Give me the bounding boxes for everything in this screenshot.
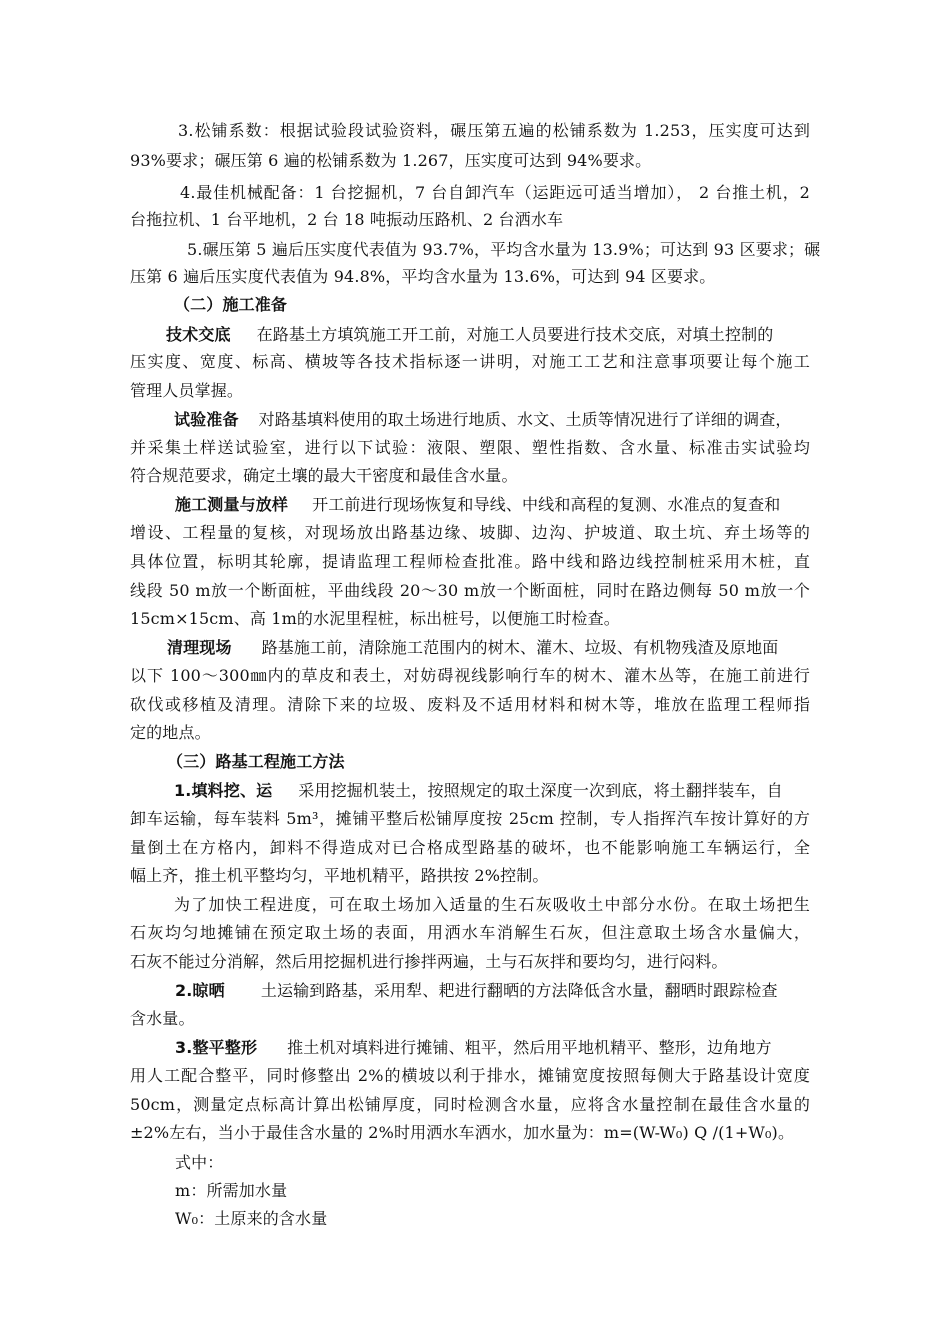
test-text-1: 对路基填料使用的取土场进行地质、水文、土质等情况进行了详细的调查， [258, 410, 792, 429]
section-3-heading: （三）路基工程施工方法 [167, 752, 345, 771]
clear-paragraph-line-1 [167, 638, 810, 658]
fill-paragraph-line-2: 卸车运输，每车装料 5m³，摊铺平整后松铺厚度按 25cm 控制，专人指挥汽车按计算好的方 [130, 809, 810, 828]
clear-title: 清理现场 [167, 638, 232, 657]
fill-paragraph-line-3: 量倒土在方格内，卸料不得造成对已合格成型路基的破坏，也不能影响施工车辆运行，全 [130, 838, 810, 857]
fill-title: 1.填料挖、运 [174, 781, 273, 800]
tech-paragraph-line-2: 压实度、宽度、标高、横坡等各技术指标逐一讲明，对施工工艺和注意事项要让每个施工 [130, 352, 810, 371]
item-5-line-1: 5.碾压第 5 遍后压实度代表值为 93.7%，平均含水量为 13.9%；可达到 93 区要求；碾 [187, 240, 821, 259]
survey-paragraph-line-2: 增设、工程量的复核，对现场放出路基边缘、坡脚、边沟、护坡道、取土坑、弃土场等的 [130, 523, 810, 542]
dry-paragraph-line-2: 含水量。 [130, 1009, 195, 1028]
item-4-line-1: 4.最佳机械配备：1 台挖掘机，7 台自卸汽车（运距远可适当增加）， 2 台推土机，2 [180, 183, 810, 202]
level-paragraph-line-3: 50cm，测量定点标高计算出松铺厚度，同时检测含水量，应将含水量控制在最佳含水量的 [130, 1095, 810, 1114]
level-title: 3.整平整形 [175, 1038, 258, 1057]
dry-text-1: 土运输到路基，采用犁、耙进行翻晒的方法降低含水量，翻晒时跟踪检查 [260, 981, 778, 1000]
test-paragraph-line-3: 符合规范要求，确定土壤的最大干密度和最佳含水量。 [130, 466, 518, 485]
formula-where: 式中： [175, 1153, 224, 1172]
lime-paragraph-line-3: 石灰不能过分消解，然后用挖掘机进行掺拌两遍，土与石灰拌和要均匀，进行闷料。 [130, 952, 728, 971]
dry-paragraph-line-1 [175, 981, 810, 1001]
formula-w0: W₀：土原来的含水量 [175, 1209, 328, 1228]
tech-paragraph-line-3: 管理人员掌握。 [130, 381, 244, 400]
fill-paragraph-line-4: 幅上齐，推土机平整均匀，平地机精平，路拱按 2%控制。 [130, 866, 549, 885]
fill-paragraph-line-1 [174, 781, 810, 801]
survey-paragraph-line-4: 线段 50 m放一个断面桩，平曲线段 20～30 m放一个断面桩，同时在路边侧每 50 m放一个 [130, 581, 810, 600]
clear-paragraph-line-4: 定的地点。 [130, 723, 211, 742]
survey-title: 施工测量与放样 [175, 495, 289, 514]
item-3-line-1: 3.松铺系数：根据试验段试验资料，碾压第五遍的松铺系数为 1.253，压实度可达到 [178, 121, 810, 140]
clear-paragraph-line-3: 砍伐或移植及清理。清除下来的垃圾、废料及不适用材料和树木等，堆放在监理工程师指 [130, 695, 810, 714]
survey-paragraph-line-5: 15cm×15cm、高 1m的水泥里程桩，标出桩号，以便施工时检查。 [130, 609, 620, 628]
level-paragraph-line-2: 用人工配合整平，同时修整出 2%的横坡以利于排水，摊铺宽度按照每侧大于路基设计宽度 [130, 1066, 810, 1085]
level-text-1: 推土机对填料进行摊铺、粗平，然后用平地机精平、整形，边角地方 [287, 1038, 772, 1057]
formula-m: m：所需加水量 [175, 1181, 288, 1200]
survey-paragraph-line-3: 具体位置，标明其轮廓，提请监理工程师检查批准。路中线和路边线控制桩采用木桩，直 [130, 552, 810, 571]
tech-paragraph-line-1 [166, 325, 810, 345]
tech-text-1: 在路基土方填筑施工开工前，对施工人员要进行技术交底，对填土控制的 [256, 325, 774, 344]
dry-title: 2.晾晒 [175, 981, 225, 1000]
test-title: 试验准备 [174, 410, 239, 429]
item-3-line-2: 93%要求；碾压第 6 遍的松铺系数为 1.267，压实度可达到 94%要求。 [130, 151, 652, 170]
lime-paragraph-line-2: 石灰均匀地摊铺在预定取土场的表面，用洒水车消解生石灰，但注意取土场含水量偏大， [130, 923, 810, 942]
tech-title: 技术交底 [166, 325, 231, 344]
survey-text-1: 开工前进行现场恢复和导线、中线和高程的复测、水准点的复查和 [312, 495, 781, 514]
level-paragraph-line-4: ±2%左右，当小于最佳含水量的 2%时用洒水车洒水，加水量为：m=(W-W₀) Q /(1+W₀)。 [130, 1123, 795, 1142]
level-paragraph-line-1 [175, 1038, 810, 1058]
survey-paragraph-line-1 [175, 495, 810, 515]
test-paragraph-line-2: 并采集土样送试验室，进行以下试验：液限、塑限、塑性指数、含水量、标准击实试验均 [130, 438, 810, 457]
fill-text-1: 采用挖掘机装土，按照规定的取土深度一次到底，将土翻拌装车，自 [298, 781, 783, 800]
lime-paragraph-line-1: 为了加快工程进度，可在取土场加入适量的生石灰吸收土中部分水份。在取土场把生 [174, 895, 810, 914]
item-5-line-2: 压第 6 遍后压实度代表值为 94.8%，平均含水量为 13.6%，可达到 94 区要求。 [130, 267, 716, 286]
item-4-line-2: 台拖拉机、1 台平地机，2 台 18 吨振动压路机、2 台洒水车 [130, 210, 564, 229]
clear-paragraph-line-2: 以下 100～300㎜内的草皮和表土，对妨碍视线影响行车的树木、灌木丛等，在施工前进行 [130, 666, 810, 685]
section-2-heading: （二）施工准备 [174, 295, 288, 314]
test-paragraph-line-1 [174, 410, 810, 430]
clear-text-1: 路基施工前，清除施工范围内的树木、灌木、垃圾、有机物残渣及原地面 [261, 638, 779, 657]
